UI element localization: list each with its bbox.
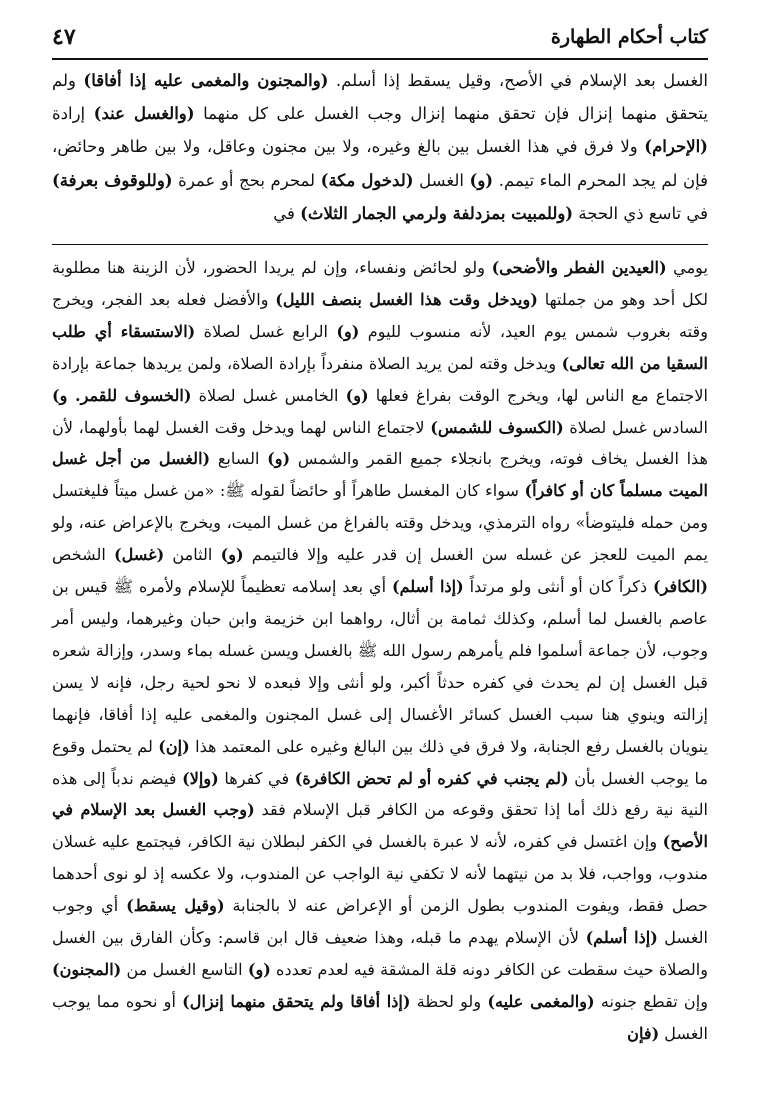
sharh-run: الثامن: [164, 545, 221, 565]
sharh-run: التاسع الغسل من: [121, 959, 248, 979]
sharh-run: الرابع غسل لصلاة: [195, 321, 337, 341]
matn-bold-run: (وللمبيت بمزدلفة ولرمي الجمار الثلاث): [300, 203, 574, 223]
matn-bold-run: (وللوقوف بعرفة): [52, 170, 173, 190]
sharh-bold-run: (إن): [158, 736, 190, 756]
sharh-bold-run: (إذا أفاقا ولم يتحقق منهما إنزال): [182, 991, 411, 1011]
sharh-run: ولو لحظة: [410, 991, 488, 1011]
matn-run: لمحرم بحج أو عمرة: [172, 170, 321, 190]
sharh-bold-run: (وإلا): [182, 768, 219, 788]
page-header: [52, 24, 708, 54]
sharh-run: فيضم ندباً إلى هذه النية نية رفع ذلك أما إذا تحقق وقوعه من الكافر قبل الإسلام فقد: [52, 768, 708, 820]
page-number: ٤٧: [52, 24, 76, 50]
matn-run: ولا فرق في هذا الغسل بين بالغ وغيره، ولا بين مجنون وعاقل، ولا بين طاهر وحائض، فإن لم يجد المحرم الماء تيمم.: [52, 137, 708, 190]
sharh-bold-run: (و): [267, 449, 291, 469]
matn-run: ولم يتحقق منهما إنزال فإن تحقق منهما إنزال وجب الغسل على كل منهما: [52, 71, 708, 124]
matn-bold-run: (لدخول مكة): [320, 170, 414, 190]
sharh-bold-run: (الاستسقاء أي طلب السقيا من الله تعالى): [52, 321, 708, 373]
sharh-bold-run: (المجنون): [52, 959, 122, 979]
matn-bold-run: (والغسل عند): [93, 104, 195, 124]
matn-run: الغسل بعد الإسلام في الأصح، وقيل يسقط إذا أسلم.: [328, 71, 708, 90]
sharh-bold-run: (إذا أسلم): [585, 928, 658, 948]
sharh-bold-run: (الكافر): [653, 577, 708, 597]
sharh-bold-run: (العيدين الفطر والأضحى): [491, 258, 667, 277]
sharh-bold-run: (غسل): [114, 545, 165, 565]
matn-run: الغسل: [413, 170, 470, 190]
matn-run: إرادة: [52, 104, 94, 124]
matn-text: [52, 64, 708, 230]
footnote-divider: [52, 244, 708, 245]
sharh-run: ويدخل وقته لمن يريد الصلاة منفرداً بإرادة الصلاة، ولمن يريدها جماعة بإرادة الاجتماع مع الناس لها، ويخرج الوقت بفراغ فعلها: [52, 353, 708, 405]
sharh-run: في كفرها: [218, 768, 295, 788]
sharh-bold-run: (الكسوف للشمس): [430, 417, 564, 437]
sharh-text: [52, 252, 708, 1050]
matn-run: في تاسع ذي الحجة: [573, 203, 708, 223]
matn-run: في: [273, 203, 301, 223]
sharh-bold-run: (ويدخل وقت هذا الغسل بنصف الليل): [275, 289, 538, 309]
sharh-run: سواء كان المغسل طاهراً أو حائضاً لقوله ﷺ: «من غسل ميتاً فليغتسل ومن حمله فليتوضأ» رواه الترمذي، ويدخل وقته بالفراغ من غسل الميت، ويخرج بالإعراض عنه، ولو يمم الميت للعجز عن غسله سن الغسل إن قدر عليه وإلا فالتيمم: [52, 481, 709, 565]
matn-bold-run: (الإحرام): [644, 137, 708, 157]
sharh-bold-run: (فإن: [627, 1023, 660, 1043]
matn-bold-run: (و): [469, 170, 494, 190]
sharh-run: الشخص: [52, 545, 115, 565]
sharh-run: أي بعد إسلامه تعظيماً للإسلام ولأمره ﷺ قيس بن عاصم بالغسل لما أسلم، وكذلك ثمامة بن أثال، رواهما ابن خزيمة وابن حبان وغيرهما، وليس أمر وجوب، لأن جماعة أسلموا فلم يأمرهم رسول الله ﷺ بالغسل ويسن غسله بماء وسدر، وإزالة شعره قبل الغسل إن لم يحدث في كفره حدثاً أكبر، ولو أنثى وإلا فبعده لا نحو لحية رجل، فإنه لا يسن إزالته وينوي هنا سبب الغسل كسائر الأغسال إلى غسل المجنون والمغمى عليه إذا أفاقا، فإنهما ينويان بالغسل رفع الجنابة، ولا فرق في ذلك بين البالغ وغيره على المعتمد هذا: [52, 577, 708, 756]
sharh-run: لم يحتمل وقوع ما يوجب الغسل بأن: [52, 736, 708, 788]
header-rule: [52, 58, 708, 60]
sharh-bold-run: (و): [336, 321, 360, 341]
sharh-run: وإن اغتسل في كفره، لأنه لا عبرة بالغسل في الكفر لبطلان نية الكافر، فيجتمع عليه غسلان مندوب، وواجب، فلا بد من نيتهما لأنه لا تكفي نية الواجب عن المندوب، ولا عكسه إذ لو نوى أحدهما حصل فقط، ويفوت المندوب بطول الزمن أو الإعراض عنه لا بالجنابة: [52, 832, 708, 916]
sharh-run: والأفضل فعله بعد الفجر، ويخرج وقته بغروب شمس يوم العيد، لأنه منسوب لليوم: [52, 289, 709, 341]
book-title: كتاب أحكام الطهارة: [550, 26, 708, 48]
sharh-bold-run: (إذا أسلم): [391, 577, 464, 597]
sharh-run: يومي: [666, 258, 708, 277]
sharh-run: السادس غسل لصلاة: [563, 417, 708, 437]
matn-bold-run: (والمجنون والمغمى عليه إذا أفاقا): [83, 71, 329, 90]
sharh-run: السابع: [210, 449, 268, 469]
sharh-bold-run: (الغسل من أجل غسل الميت مسلماً كان أو كافراً): [52, 449, 708, 501]
sharh-bold-run: (و): [220, 545, 244, 565]
sharh-run: وإن تقطع جنونه: [594, 991, 708, 1011]
sharh-bold-run: (و): [247, 959, 271, 979]
sharh-run: الخامس غسل لصلاة: [191, 385, 346, 405]
sharh-bold-run: (لم يجنب في كفره أو لم تحض الكافرة): [294, 768, 569, 788]
sharh-run: أو نحوه مما يوجب الغسل: [52, 991, 708, 1043]
sharh-bold-run: (و): [345, 385, 369, 405]
sharh-run: لأن الإسلام يهدم ما قبله، وهذا ضعيف قال ابن قاسم: وكأن الفارق بين الغسل والصلاة حيث سقطت عن الكافر دونه قلة المشقة فيه لعدم تعدده: [52, 928, 708, 979]
sharh-bold-run: (وجب الغسل بعد الإسلام في الأصح): [52, 800, 708, 852]
sharh-run: ذكراً كان أو أنثى ولو مرتداً: [463, 577, 654, 597]
sharh-run: أي وجوب الغسل: [52, 896, 708, 948]
sharh-run: لاجتماع الناس لهما ويدخل وقت الغسل لهما بأولهما، لأن هذا الغسل يخاف فوته، ويخرج بانجلاء جميع القمر والشمس: [52, 417, 708, 469]
sharh-bold-run: (وقيل يسقط): [126, 896, 225, 916]
sharh-bold-run: (الخسوف للقمر. و): [52, 385, 192, 405]
sharh-run: ولو لحائض ونفساء، وإن لم يريدا الحضور، لأن الزينة هنا مطلوبة لكل أحد وهو من جملتها: [52, 258, 708, 309]
sharh-bold-run: (والمغمى عليه): [487, 991, 595, 1011]
